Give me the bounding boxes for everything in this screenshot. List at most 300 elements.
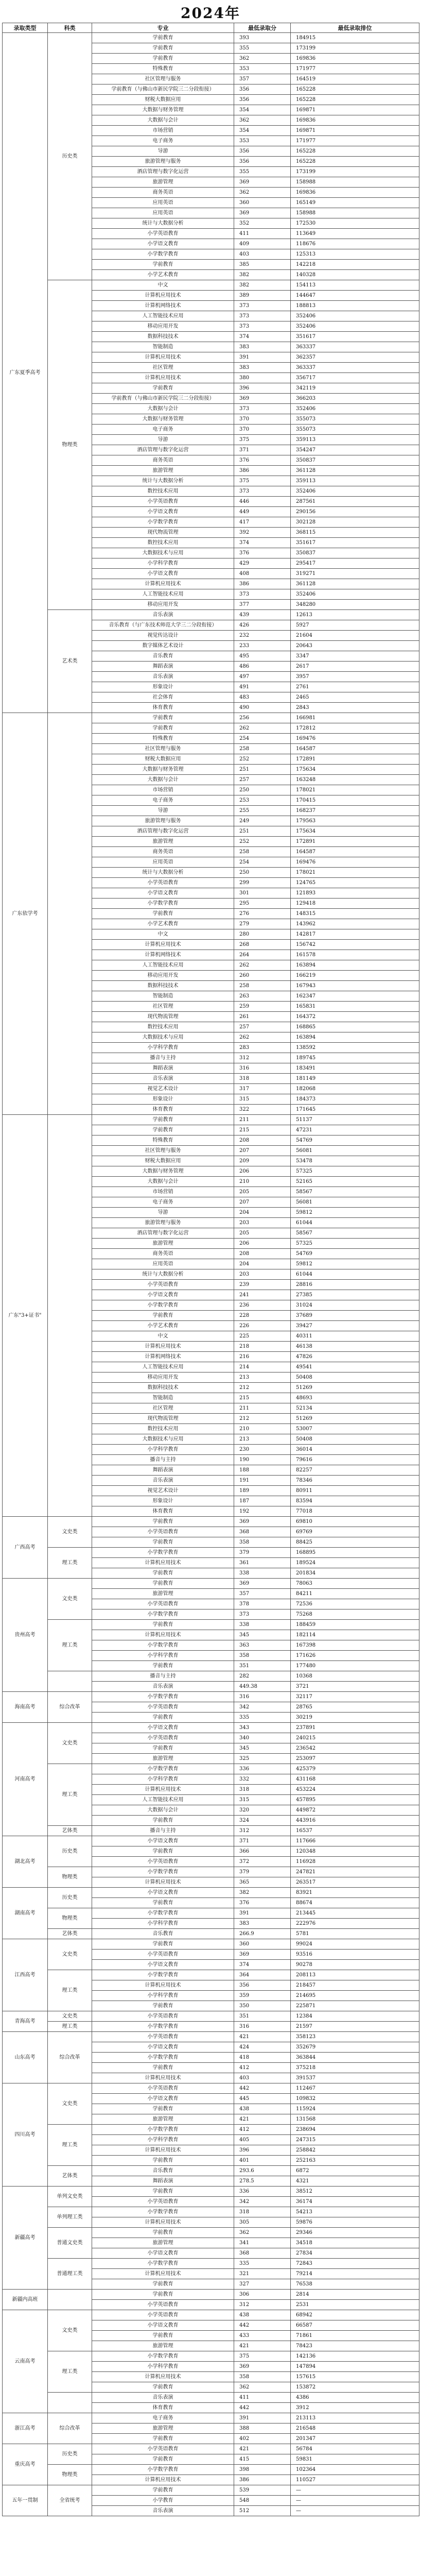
min-rank-cell: 50408 [291,1434,419,1445]
min-score-cell: 241 [234,1290,291,1300]
min-rank-cell: 352406 [291,404,419,414]
min-score-cell: 386 [234,466,291,476]
admission-type-cell: 广东"3+证书" [3,1115,48,1517]
min-score-cell: 369 [234,394,291,404]
admission-type-cell: 五年一贯制 [3,2485,48,2516]
min-score-cell: 218 [234,1342,291,1352]
min-score-cell: 357 [234,74,291,84]
min-score-cell: 259 [234,1002,291,1012]
subject-cell: 艺体类 [48,1826,92,1836]
min-rank-cell: 27385 [291,1290,419,1300]
min-score-cell: 215 [234,1393,291,1403]
table-row [3,1620,419,1630]
min-rank-cell: 188813 [291,301,419,311]
admission-type-cell: 云南高考 [3,2310,48,2413]
major-cell: 计算机应用技术 [92,1980,234,1991]
table-row [3,1970,419,1980]
major-cell: 学前教育 [92,1537,234,1548]
major-cell: 小学数学教育 [92,249,234,260]
min-rank-cell: 140328 [291,270,419,280]
major-cell: 智能制造 [92,991,234,1002]
min-rank-cell: 165149 [291,198,419,208]
subject-cell: 单列理工类 [48,2207,92,2228]
major-cell: 现代物流管理 [92,1414,234,1424]
major-cell: 旅游管理 [92,1589,234,1599]
min-rank-cell: 352406 [291,321,419,332]
major-cell: 音乐教育（与广东技术师范大学三二分段衔接） [92,620,234,631]
major-cell: 小学英语教育 [92,1702,234,1713]
min-rank-cell: 172891 [291,754,419,765]
min-score-cell: 373 [234,1609,291,1620]
min-score-cell: 382 [234,270,291,280]
major-cell: 小学语文教育 [92,2320,234,2331]
min-rank-cell: 40311 [291,1331,419,1342]
min-score-cell: 208 [234,1249,291,1259]
min-rank-cell: 12384 [291,2011,419,2022]
min-rank-cell: 72536 [291,1599,419,1609]
min-rank-cell: 21604 [291,631,419,641]
min-score-cell: 252 [234,837,291,847]
major-cell: 旅游管理 [92,1754,234,1764]
major-cell: 人工智能技术应用 [92,311,234,321]
subject-cell [48,713,92,1115]
min-rank-cell: 115924 [291,2104,419,2114]
major-cell: 计算机应用技术 [92,1877,234,1888]
major-cell: 旅游管理 [92,1239,234,1249]
table-row [3,2032,419,2042]
min-score-cell: 324 [234,1816,291,1826]
min-score-cell: 363 [234,1640,291,1651]
min-rank-cell: 154113 [291,280,419,291]
min-rank-cell: 2814 [291,2290,419,2300]
major-cell: 小学英语教育 [92,1733,234,1743]
min-rank-cell: 247315 [291,2135,419,2145]
min-rank-cell: 39427 [291,1321,419,1331]
major-cell: 社区管理与服务 [92,74,234,84]
subject-cell: 历史类 [48,1836,92,1867]
major-cell: 现代物流管理 [92,528,234,538]
min-rank-cell: 47826 [291,1352,419,1362]
min-score-cell: 370 [234,414,291,425]
major-cell: 电子商务 [92,136,234,146]
major-cell: 计算机网络技术 [92,301,234,311]
subject-cell: 历史类 [48,2444,92,2465]
min-rank-cell: 167943 [291,981,419,991]
min-rank-cell: 352679 [291,2042,419,2053]
min-score-cell: 250 [234,785,291,795]
min-rank-cell: 172812 [291,723,419,734]
min-rank-cell: 69810 [291,1517,419,1527]
min-score-cell: 336 [234,2187,291,2197]
min-score-cell: 411 [234,229,291,239]
min-score-cell: 369 [234,1517,291,1527]
subject-cell [48,2290,92,2310]
min-score-cell: 206 [234,1239,291,1249]
min-score-cell: 358 [234,2372,291,2382]
min-rank-cell: 20643 [291,641,419,651]
min-score-cell: 491 [234,682,291,692]
table-row [3,2413,419,2424]
major-cell: 音乐表演 [92,610,234,620]
min-rank-cell: 79616 [291,1455,419,1465]
min-score-cell: 398 [234,2465,291,2475]
major-cell: 小学数学教育 [92,1970,234,1980]
min-rank-cell: 4386 [291,2393,419,2403]
major-cell: 小学数学教育 [92,2053,234,2063]
admission-type-cell: 重庆高考 [3,2444,48,2485]
min-score-cell: 232 [234,631,291,641]
min-rank-cell: 171626 [291,1651,419,1661]
min-rank-cell: 36014 [291,1445,419,1455]
min-rank-cell: 157615 [291,2372,419,2382]
min-rank-cell: 138592 [291,1043,419,1053]
min-rank-cell: 129418 [291,899,419,909]
min-rank-cell: 49541 [291,1362,419,1372]
min-score-cell: 438 [234,2310,291,2320]
min-rank-cell: 425379 [291,1764,419,1774]
major-cell: 学前教育 [92,2104,234,2114]
major-cell: 财税大数据应用 [92,754,234,765]
major-cell: 学前教育 [92,1568,234,1579]
min-rank-cell: 5781 [291,1929,419,1939]
min-rank-cell: 173199 [291,43,419,54]
min-rank-cell: 213445 [291,1908,419,1919]
min-score-cell: 343 [234,1723,291,1733]
min-score-cell: 226 [234,1321,291,1331]
min-score-cell: 375 [234,2351,291,2362]
min-score-cell: 305 [234,2217,291,2228]
min-score-cell: 548 [234,2496,291,2506]
min-score-cell: 258 [234,744,291,754]
min-score-cell: 366 [234,1846,291,1857]
min-rank-cell: 80911 [291,1486,419,1496]
major-cell: 学前教育 [92,2156,234,2166]
min-rank-cell: 363844 [291,2053,419,2063]
major-cell: 体育教育 [92,703,234,713]
min-score-cell: 208 [234,1136,291,1146]
major-cell: 大数据技术与应用 [92,1032,234,1043]
subject-cell: 文史类 [48,2310,92,2351]
min-rank-cell: 375218 [291,2063,419,2073]
major-cell: 数控技术应用 [92,1022,234,1032]
major-cell: 学前教育（与佛山市新民学院三二分段衔接） [92,84,234,95]
min-rank-cell: 78063 [291,1579,419,1589]
major-cell: 学前教育 [92,260,234,270]
min-rank-cell: 52165 [291,1177,419,1187]
min-rank-cell: 189524 [291,1558,419,1568]
min-score-cell: 371 [234,445,291,455]
subject-cell: 普通理工类 [48,2259,92,2290]
major-cell: 财税大数据应用 [92,1156,234,1166]
major-cell: 小学艺术教育 [92,1321,234,1331]
major-cell: 人工智能技术应用 [92,960,234,971]
min-score-cell: 209 [234,1156,291,1166]
table-row [3,1548,419,1558]
table-row [3,1692,419,1702]
subject-cell: 物理类 [48,280,92,610]
min-rank-cell: 350837 [291,455,419,466]
major-cell: 学前教育 [92,1846,234,1857]
min-rank-cell: 287561 [291,497,419,507]
admission-type-cell: 贵州高考 [3,1579,48,1692]
table-row [3,1929,419,1939]
min-rank-cell: 184373 [291,1094,419,1105]
min-rank-cell: 169476 [291,734,419,744]
min-rank-cell: 147894 [291,2362,419,2372]
table-row [3,610,419,620]
min-rank-cell: 352406 [291,589,419,600]
min-score-cell: 256 [234,713,291,723]
major-cell: 计算机应用技术 [92,2269,234,2279]
min-score-cell: 215 [234,1125,291,1136]
major-cell: 社区管理 [92,1403,234,1414]
min-rank-cell: 175634 [291,826,419,837]
min-score-cell: 338 [234,1620,291,1630]
min-score-cell: 315 [234,1795,291,1805]
min-rank-cell: 125313 [291,249,419,260]
subject-cell: 单列文史类 [48,2187,92,2207]
major-cell: 音乐表演 [92,1074,234,1084]
min-rank-cell: 121893 [291,888,419,899]
major-cell: 学前教育 [92,1743,234,1754]
major-cell: 小学数学教育 [92,517,234,528]
col-header-min-score: 最低录取分 [234,23,291,33]
min-score-cell: 373 [234,321,291,332]
major-cell: 音乐教育 [92,2166,234,2176]
major-cell: 音乐教育 [92,651,234,662]
min-score-cell: 225 [234,1331,291,1342]
major-cell: 舞蹈表演 [92,2176,234,2187]
min-rank-cell: 358123 [291,2032,419,2042]
min-rank-cell: 58567 [291,1228,419,1239]
min-score-cell: 445 [234,2094,291,2104]
min-rank-cell: 165228 [291,84,419,95]
admission-type-cell: 四川高考 [3,2083,48,2187]
min-score-cell: 403 [234,2073,291,2083]
major-cell: 学前教育 [92,2063,234,2073]
min-rank-cell: 131568 [291,2114,419,2125]
major-cell: 中文 [92,1331,234,1342]
min-score-cell: 239 [234,1280,291,1290]
min-rank-cell: 110527 [291,2475,419,2485]
min-rank-cell: 166981 [291,713,419,723]
major-cell: 旅游管理 [92,2341,234,2351]
table-row [3,280,419,291]
min-rank-cell: 29346 [291,2228,419,2238]
min-score-cell: 254 [234,857,291,868]
major-cell: 电子商务 [92,2413,234,2424]
min-rank-cell: 169836 [291,188,419,198]
min-score-cell: 207 [234,1146,291,1156]
min-score-cell: 391 [234,352,291,363]
min-score-cell: 236 [234,1300,291,1311]
major-cell: 移动应用开发 [92,600,234,610]
major-cell: 计算机应用技术 [92,2475,234,2485]
min-score-cell: 318 [234,2207,291,2217]
min-rank-cell: 66587 [291,2320,419,2331]
major-cell: 电子商务 [92,795,234,806]
min-rank-cell: 363337 [291,363,419,373]
major-cell: 人工智能技术应用 [92,589,234,600]
min-rank-cell: 208113 [291,1970,419,1980]
major-cell: 小学英语教育 [92,2011,234,2022]
major-cell: 小学英语教育 [92,497,234,507]
min-score-cell: 282 [234,1671,291,1682]
min-rank-cell: 350837 [291,548,419,558]
min-rank-cell: 183491 [291,1063,419,1074]
min-rank-cell: 170415 [291,795,419,806]
major-cell: 特殊教育 [92,734,234,744]
admission-type-cell: 广西高考 [3,1517,48,1579]
min-score-cell: 318 [234,1074,291,1084]
min-score-cell: 190 [234,1455,291,1465]
min-score-cell: 353 [234,136,291,146]
min-score-cell: 446 [234,497,291,507]
min-rank-cell: 5927 [291,620,419,631]
major-cell: 小学英语教育 [92,229,234,239]
min-rank-cell: 457895 [291,1795,419,1805]
subject-cell: 文史类 [48,1517,92,1548]
min-rank-cell: 169871 [291,105,419,115]
min-score-cell: 438 [234,2104,291,2114]
min-score-cell: 358 [234,1537,291,1548]
min-score-cell: 299 [234,878,291,888]
table-row [3,2310,419,2320]
min-rank-cell: 361128 [291,466,419,476]
min-rank-cell: 368115 [291,528,419,538]
min-score-cell: 442 [234,2320,291,2331]
major-cell: 学前教育 [92,43,234,54]
major-cell: 智能制造 [92,1393,234,1403]
min-rank-cell: 179563 [291,816,419,826]
min-score-cell: 356 [234,1980,291,1991]
major-cell: 小学英语教育 [92,2300,234,2310]
min-score-cell: 375 [234,435,291,445]
major-cell: 学前教育 [92,2290,234,2300]
min-score-cell: 317 [234,1084,291,1094]
min-rank-cell: 348280 [291,600,419,610]
subject-cell: 艺体类 [48,2166,92,2187]
min-rank-cell: 53478 [291,1156,419,1166]
major-cell: 旅游管理 [92,2424,234,2434]
major-cell: 酒店管理与数字化运营 [92,167,234,177]
min-rank-cell: 16537 [291,1826,419,1836]
min-score-cell: 362 [234,54,291,64]
min-rank-cell: 71861 [291,2331,419,2341]
min-rank-cell: 158988 [291,177,419,188]
major-cell: 学前教育 [92,1898,234,1908]
major-cell: 大数据与财务管理 [92,765,234,775]
min-rank-cell: — [291,2485,419,2496]
major-cell: 计算机应用技术 [92,2073,234,2083]
min-rank-cell: 240215 [291,1733,419,1743]
table-row [3,2485,419,2496]
major-cell: 统计与大数据分析 [92,1269,234,1280]
major-cell: 旅游管理与服务 [92,816,234,826]
min-rank-cell: 352406 [291,311,419,321]
min-rank-cell: 158988 [291,208,419,218]
major-cell: 移动应用开发 [92,321,234,332]
table-row [3,1826,419,1836]
min-rank-cell: 56784 [291,2444,419,2454]
min-score-cell: 206 [234,1166,291,1177]
min-rank-cell: 118676 [291,239,419,249]
major-cell: 音乐教育 [92,1929,234,1939]
min-score-cell: 187 [234,1496,291,1506]
subject-cell: 文史类 [48,2083,92,2125]
major-cell: 学前教育 [92,713,234,723]
min-rank-cell: 2465 [291,692,419,703]
min-score-cell: 257 [234,1022,291,1032]
subject-cell: 文史类 [48,1579,92,1620]
major-cell: 体育教育 [92,2403,234,2413]
major-cell: 数控技术应用 [92,1424,234,1434]
major-cell: 社会体育 [92,692,234,703]
min-score-cell: 293.6 [234,2166,291,2176]
min-score-cell: 417 [234,517,291,528]
min-rank-cell: 78346 [291,1476,419,1486]
min-score-cell: 360 [234,1939,291,1950]
min-rank-cell: 169836 [291,115,419,126]
min-rank-cell: 37689 [291,1311,419,1321]
min-score-cell: 386 [234,2475,291,2485]
major-cell: 人工智能技术应用 [92,1362,234,1372]
min-rank-cell: 144647 [291,291,419,301]
min-rank-cell: 58567 [291,1187,419,1197]
major-cell: 小学英语教育 [92,1950,234,1960]
min-score-cell: 279 [234,919,291,929]
min-score-cell: 426 [234,620,291,631]
major-cell: 小学数学教育 [92,1640,234,1651]
admission-type-cell: 新疆高考 [3,2187,48,2290]
major-cell: 酒店管理与数字化运营 [92,445,234,455]
min-score-cell: 249 [234,816,291,826]
col-header-type: 录取类型 [3,23,48,33]
major-cell: 学前教育 [92,1115,234,1125]
min-score-cell: 373 [234,301,291,311]
min-score-cell: 374 [234,538,291,548]
min-score-cell: 362 [234,2382,291,2393]
min-score-cell: 421 [234,2032,291,2042]
min-rank-cell: 181149 [291,1074,419,1084]
table-row [3,2393,419,2403]
min-score-cell: 352 [234,218,291,229]
min-score-cell: 212 [234,1383,291,1393]
min-rank-cell: 54213 [291,2207,419,2217]
min-score-cell: 327 [234,2279,291,2290]
min-score-cell: 322 [234,1105,291,1115]
min-rank-cell: 2843 [291,703,419,713]
major-cell: 数据科技技术 [92,981,234,991]
min-rank-cell: 153872 [291,2382,419,2393]
major-cell: 学前教育 [92,1579,234,1589]
min-score-cell: 375 [234,476,291,486]
major-cell: 应用英语 [92,208,234,218]
major-cell: 小学语文教育 [92,1723,234,1733]
major-cell: 旅游管理与服务 [92,1218,234,1228]
major-cell: 学前教育 [92,2279,234,2290]
min-rank-cell: 171645 [291,1105,419,1115]
min-score-cell: 373 [234,486,291,497]
major-cell: 导游 [92,806,234,816]
major-cell: 小学科学教育 [92,1991,234,2001]
major-cell: 统计与大数据分析 [92,476,234,486]
subject-cell: 物理类 [48,1908,92,1929]
major-cell: 舞蹈表演 [92,1063,234,1074]
subject-cell: 理工类 [48,2351,92,2393]
major-cell: 音乐表演 [92,2506,234,2516]
subject-cell: 理工类 [48,1970,92,2011]
